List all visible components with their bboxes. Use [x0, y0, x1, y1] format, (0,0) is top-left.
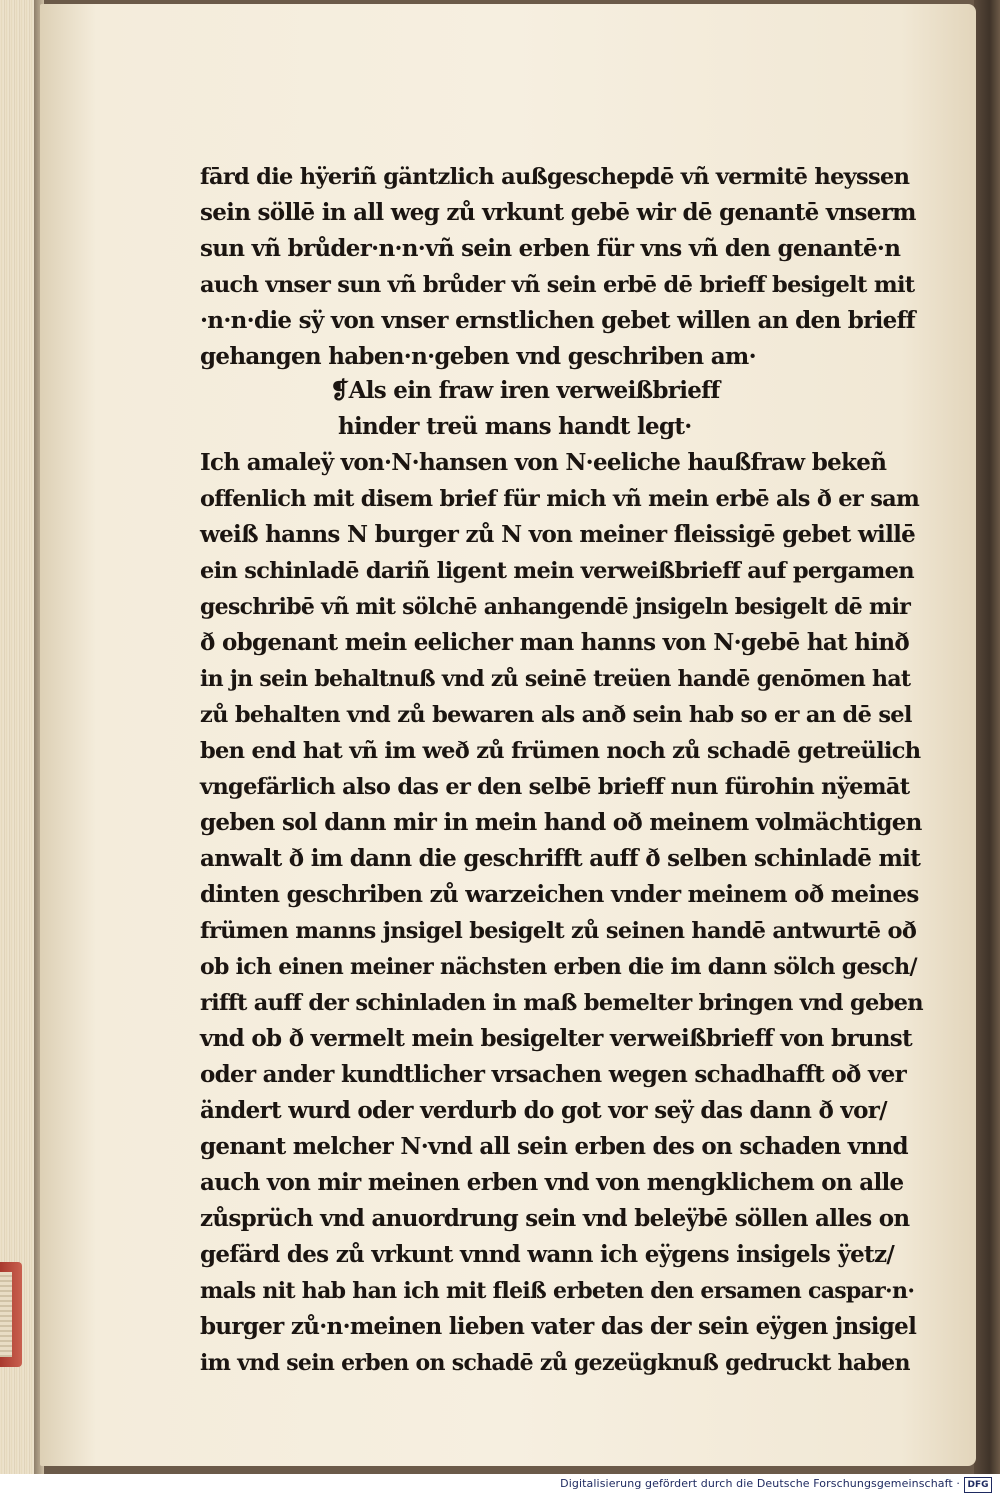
text-line: oder ander kundtlicher vrsachen wegen schadhafft oð ver [200, 1061, 907, 1088]
page-stack-edge [0, 1272, 12, 1357]
right-background [974, 0, 1000, 1474]
text-line: ändert wurd oder verdurb do got vor seÿ das dann ð vor/ [200, 1097, 887, 1124]
text-line: geben sol dann mir in mein hand oð meinem volmächtigen [200, 809, 922, 836]
text-line: sein söllē in all weg zů vrkunt gebē wir dē genantē vnserm [200, 199, 916, 226]
text-line: ben end hat vñ im weð zů frümen noch zů schadē getreülich [200, 738, 921, 764]
text-line: weiß hanns N burger zů N von meiner fleissigē gebet willē [200, 521, 916, 548]
text-line: in jn sein behaltnuß vnd zů seinē treüen handē genōmen hat [200, 666, 911, 692]
text-line: ein schinladē dariñ ligent mein verweißbrieff auf pergamen [200, 558, 914, 584]
text-line: vngefärlich also das er den selbē brieff nun fürohin nÿemāt [200, 774, 910, 800]
text-line: ð obgenant mein eelicher man hanns von N·gebē hat hinð [200, 629, 910, 656]
text-line: geschribē vñ mit sölchē anhangendē jnsigeln besigelt dē mir [200, 594, 911, 620]
text-line: im vnd sein erben on schadē zů gezeügknuß gedruckt haben [200, 1350, 910, 1376]
text-line: Ich amaleÿ von·N·hansen von N·eeliche haußfraw bekeñ [200, 449, 887, 476]
text-line: genant melcher N·vnd all sein erben des on schaden vnnd [200, 1133, 908, 1160]
text-line: zůsprüch vnd anuordrung sein vnd beleÿbē söllen alles on [200, 1205, 910, 1232]
text-line: auch vnser sun vñ brůder vñ sein erbē dē brieff besigelt mit [200, 272, 915, 298]
section-heading: ❡Als ein fraw iren verweißbrieff [330, 377, 720, 404]
text-line: offenlich mit disem brief für mich vñ mein erbē als ð er sam [200, 486, 920, 512]
text-line: gehangen haben·n·geben vnd geschriben am· [200, 343, 756, 370]
text-line: mals nit hab han ich mit fleiß erbeten den ersamen caspar·n· [200, 1278, 915, 1304]
funding-credit: Digitalisierung gefördert durch die Deutsche Forschungsgemeinschaft · [560, 1477, 960, 1490]
text-line: vnd ob ð vermelt mein besigelter verweißbrieff von brunst [200, 1025, 912, 1052]
text-line: gefärd des zů vrkunt vnnd wann ich eÿgens insigels ÿetz/ [200, 1241, 895, 1268]
text-line: zů behalten vnd zů bewaren als anð sein hab so er an dē sel [200, 702, 912, 728]
text-line: ob ich einen meiner nächsten erben die im dann sölch gesch/ [200, 954, 917, 980]
text-line: sun vñ brůder·n·n·vñ sein erben für vns vñ den genantē·n [200, 235, 901, 262]
dfg-logo: DFG [964, 1477, 992, 1493]
text-line: auch von mir meinen erben vnd von mengklichem on alle [200, 1169, 904, 1196]
book-page-edges [0, 0, 38, 1474]
text-line: burger zů·n·meinen lieben vater das der sein eÿgen jnsigel [200, 1313, 917, 1340]
text-line: frümen manns jnsigel besigelt zů seinen handē antwurtē oð [200, 918, 917, 944]
text-line: dinten geschriben zů warzeichen vnder meinem oð meines [200, 881, 919, 908]
footer-bar [0, 1474, 1000, 1496]
text-line: anwalt ð im dann die geschrifft auff ð selben schinladē mit [200, 845, 921, 872]
text-line: rifft auff der schinladen in maß bemelter bringen vnd geben [200, 990, 923, 1016]
text-line: ·n·n·die sÿ von vnser ernstlichen gebet willen an den brieff [200, 307, 915, 334]
section-heading: hinder treü mans handt legt· [338, 413, 692, 440]
text-line: fārd die hÿeriñ gäntzlich außgeschepdē vñ vermitē heyssen [200, 164, 910, 190]
